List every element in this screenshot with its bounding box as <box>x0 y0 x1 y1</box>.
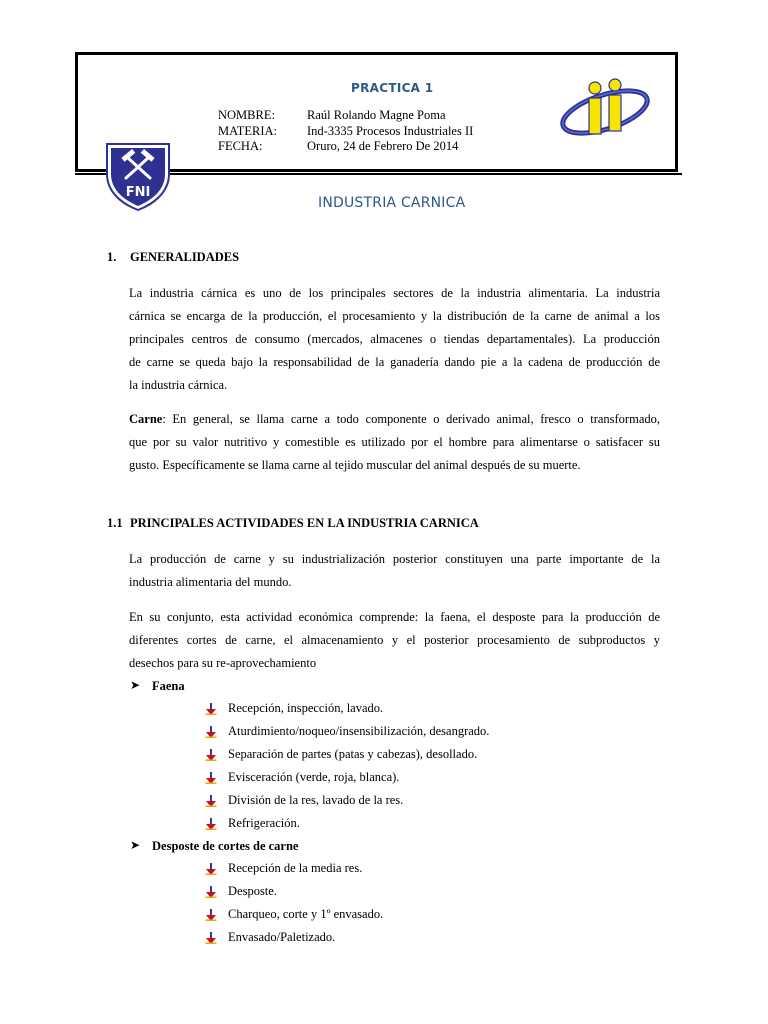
carne-definition-text: : En general, se llama carne a todo componente o derivado animal, fresco o transformado, <box>162 412 660 426</box>
list-item: Desposte. <box>228 884 277 898</box>
paragraph-line: diferentes cortes de carne, el almacenamiento y el posterior procesamiento de subproductos y <box>129 633 660 647</box>
down-arrow-icon <box>205 772 217 784</box>
down-arrow-icon <box>205 703 217 715</box>
carne-term: Carne <box>129 412 163 426</box>
paragraph-line: la industria cárnica. <box>129 378 228 392</box>
down-arrow-icon <box>205 886 217 898</box>
section-1-number: 1. <box>107 250 117 264</box>
paragraph-line: de carne se queda bajo la responsabilidad de la ganadería dando pie a la cadena de producción de <box>129 355 660 369</box>
date-value: Oruro, 24 de Febrero De 2014 <box>307 139 459 153</box>
down-arrow-icon <box>205 726 217 738</box>
down-arrow-icon <box>205 863 217 875</box>
arrowhead-icon: ➤ <box>130 678 141 692</box>
name-label: NOMBRE: <box>218 108 275 122</box>
paragraph-line: En su conjunto, esta actividad económica comprende: la faena, el desposte para la producción de <box>129 610 660 624</box>
paragraph-line: La producción de carne y su industrialización posterior constituyen una parte importante de la <box>129 552 660 566</box>
date-label: FECHA: <box>218 139 263 153</box>
list-item: Aturdimiento/noqueo/insensibilización, desangrado. <box>228 724 490 738</box>
list-item: División de la res, lavado de la res. <box>228 793 404 807</box>
down-arrow-icon <box>205 818 217 830</box>
section-1-1-paragraph-2 <box>129 606 660 675</box>
fni-shield-logo <box>104 140 172 212</box>
document-title: INDUSTRIA CARNICA <box>318 195 466 211</box>
institute-logo <box>558 76 652 146</box>
list-item: Evisceración (verde, roja, blanca). <box>228 770 400 784</box>
section-1-1-paragraph-1 <box>129 548 660 594</box>
section-1-paragraph <box>129 282 660 397</box>
down-arrow-icon <box>205 795 217 807</box>
paragraph-line: principales centros de consumo (mercados, almacenes o tiendas departamentales). La producción <box>129 332 660 346</box>
paragraph-line: La industria cárnica es uno de los principales sectores de la industria alimentaria. La industria <box>129 286 660 300</box>
name-value: Raúl Rolando Magne Poma <box>307 108 446 122</box>
carne-definition <box>129 408 660 477</box>
paragraph-line: industria alimentaria del mundo. <box>129 575 292 589</box>
paragraph-line: cárnica se encarga de la producción, el procesamiento y la distribución de la carne de animal a los <box>129 309 660 323</box>
arrowhead-icon: ➤ <box>130 838 141 852</box>
paragraph-line: desechos para su re-aprovechamiento <box>129 656 317 670</box>
list-item: Charqueo, corte y 1º envasado. <box>228 907 384 921</box>
subject-label: MATERIA: <box>218 124 278 138</box>
list-item: Separación de partes (patas y cabezas), desollado. <box>228 747 478 761</box>
fni-logo-text: FNI <box>125 185 151 200</box>
down-arrow-icon <box>205 909 217 921</box>
down-arrow-icon <box>205 749 217 761</box>
list-item: Refrigeración. <box>228 816 300 830</box>
subject-value: Ind-3335 Procesos Industriales II <box>307 124 474 138</box>
paragraph-line: que por su valor nutritivo y comestible es utilizado por el hombre para alimentarse o satisfacer su <box>129 435 660 449</box>
list-title-desposte: Desposte de cortes de carne <box>152 839 299 853</box>
section-1-1-number: 1.1 <box>107 516 123 530</box>
paragraph-line <box>129 408 660 431</box>
list-item: Envasado/Paletizado. <box>228 930 336 944</box>
list-item: Recepción de la media res. <box>228 861 363 875</box>
list-item: Recepción, inspección, lavado. <box>228 701 384 715</box>
down-arrow-icon <box>205 932 217 944</box>
section-1-heading: GENERALIDADES <box>130 250 240 264</box>
list-title-faena: Faena <box>152 679 185 693</box>
paragraph-line: gusto. Específicamente se llama carne al tejido muscular del animal después de su muerte. <box>129 458 581 472</box>
practice-title: PRACTICA 1 <box>351 81 434 95</box>
section-1-1-heading: PRINCIPALES ACTIVIDADES EN LA INDUSTRIA CARNICA <box>130 516 479 530</box>
